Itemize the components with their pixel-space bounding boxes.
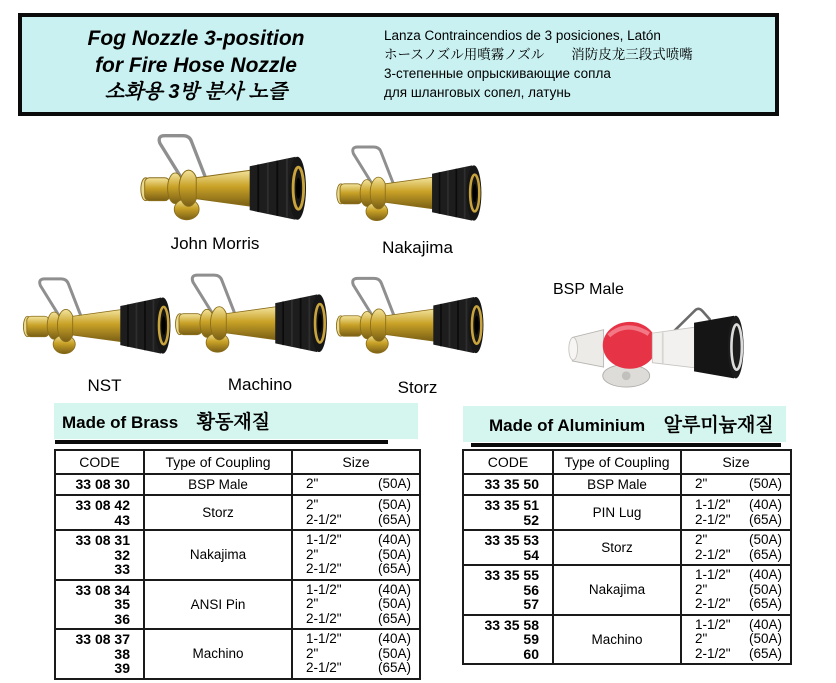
code-value: 52: [523, 511, 539, 528]
brass-heading-rule: [55, 440, 388, 444]
coupling-cell: Storz: [144, 495, 292, 530]
size-value: 2-1/2": [306, 511, 342, 527]
size-value: 2": [695, 532, 708, 547]
size-line: [682, 533, 790, 548]
code-value: 33 35 50: [484, 476, 539, 493]
size-dn: (50A): [748, 476, 782, 492]
code-value: 33: [114, 561, 130, 577]
title-ru-1: 3-степенные опрыскивающие сопла: [384, 66, 611, 81]
size-line: [682, 498, 790, 513]
nakajima-nozzle-image: [328, 142, 506, 234]
code-cell: [55, 474, 144, 495]
brass-section-heading: [54, 403, 418, 444]
code-cell: [55, 495, 144, 530]
coupling-cell: Nakajima: [553, 565, 681, 615]
john-morris-label: John Morris: [170, 234, 260, 253]
brass-heading-en: Made of Brass: [62, 413, 179, 432]
size-value: 2": [695, 581, 708, 597]
table-row: [463, 565, 791, 615]
title-line-en-2: for Fire Hose Nozzle: [95, 54, 297, 77]
code-value: 35: [114, 596, 130, 612]
column-header: Size: [292, 450, 420, 474]
size-line: [293, 533, 419, 548]
code-value: 60: [523, 645, 539, 662]
size-dn: (40A): [748, 616, 782, 632]
title-ru-2: для шланговых сопел, латунь: [384, 85, 571, 100]
size-line: [293, 583, 419, 598]
aluminium-spec-table: [462, 449, 792, 665]
table-row: [463, 474, 791, 495]
size-dn: (40A): [377, 581, 411, 597]
size-line: [682, 513, 790, 528]
size-dn: (65A): [377, 511, 411, 527]
size-dn: (50A): [377, 476, 411, 492]
table-body: [463, 474, 791, 664]
table-body: [55, 474, 420, 679]
size-line: [682, 583, 790, 598]
size-line: [293, 661, 419, 676]
size-line: [293, 513, 419, 528]
title-es: Lanza Contraincendios de 3 posiciones, Latón: [384, 28, 661, 43]
code-cell: [55, 629, 144, 679]
size-dn: (65A): [377, 561, 411, 576]
size-cell: [292, 495, 420, 530]
code-value: 54: [523, 546, 539, 563]
size-value: 2": [306, 476, 319, 492]
size-value: 1-1/2": [306, 581, 342, 597]
size-line: [682, 632, 790, 647]
table-row: [55, 474, 420, 495]
size-value: 2-1/2": [306, 610, 342, 626]
nakajima-label: Nakajima: [382, 238, 453, 257]
size-cell: [292, 580, 420, 630]
code-cell: [55, 580, 144, 630]
size-dn: (40A): [748, 567, 782, 582]
code-value: 38: [114, 645, 130, 662]
nst-label: NST: [87, 376, 122, 395]
size-line: [293, 597, 419, 612]
code-value: 56: [523, 581, 539, 598]
size-dn: (65A): [377, 660, 411, 675]
coupling-cell: Storz: [553, 530, 681, 565]
size-dn: (50A): [748, 532, 782, 547]
title-line-ko: 소화용 3방 분사 노즐: [104, 81, 288, 103]
size-value: 2-1/2": [695, 511, 731, 527]
size-cell: [681, 565, 791, 615]
column-header: CODE: [463, 450, 553, 474]
size-dn: (65A): [748, 511, 782, 527]
size-value: 2": [306, 546, 319, 562]
header-box: [18, 13, 779, 116]
code-cell: [55, 530, 144, 580]
size-cell: [292, 530, 420, 580]
table-row: [55, 530, 420, 580]
aluminium-heading-rule: [471, 443, 781, 447]
coupling-cell: Machino: [144, 629, 292, 679]
code-value: 59: [523, 631, 539, 647]
code-value: 33 35 58: [484, 616, 539, 633]
size-line: [682, 618, 790, 633]
size-dn: (50A): [377, 497, 411, 512]
table-head: [463, 450, 791, 474]
spec-table: [462, 449, 792, 665]
code-value: 39: [114, 660, 130, 676]
title-translations: [370, 17, 775, 112]
column-header: Type of Coupling: [553, 450, 681, 474]
size-value: 2": [695, 631, 708, 646]
storz-label: Storz: [397, 378, 438, 397]
column-header: CODE: [55, 450, 144, 474]
header-row: [55, 450, 420, 474]
column-header: Size: [681, 450, 791, 474]
code-value: 33 35 55: [484, 567, 539, 583]
table-row: [463, 530, 791, 565]
code-value: 57: [523, 596, 539, 612]
size-value: 2-1/2": [306, 660, 342, 675]
coupling-cell: Nakajima: [144, 530, 292, 580]
code-value: 33 08 30: [75, 476, 130, 493]
size-value: 2-1/2": [306, 561, 342, 576]
machino-label: Machino: [227, 375, 293, 394]
aluminium-heading-en: Made of Aluminium: [489, 416, 646, 435]
size-dn: (50A): [377, 546, 411, 562]
size-dn: (40A): [377, 631, 411, 646]
size-cell: [681, 474, 791, 495]
column-header: Type of Coupling: [144, 450, 292, 474]
nst-nozzle-image: [20, 268, 190, 373]
coupling-cell: Machino: [553, 615, 681, 665]
aluminium-heading-ko: 알루미늄재질: [663, 415, 774, 436]
size-line: [682, 647, 790, 662]
table-row: [463, 615, 791, 665]
aluminium-section-heading: [463, 406, 786, 447]
size-line: [293, 477, 419, 492]
table-head: [55, 450, 420, 474]
table-row: [55, 580, 420, 630]
size-value: 2-1/2": [695, 645, 731, 661]
code-value: 33 35 51: [484, 497, 539, 513]
size-line: [293, 562, 419, 577]
size-value: 1-1/2": [306, 631, 342, 646]
size-dn: (65A): [748, 546, 782, 562]
code-value: 33 35 53: [484, 532, 539, 548]
bsp-male-label: BSP Male: [553, 281, 624, 298]
size-dn: (65A): [748, 645, 782, 661]
spec-table: [54, 449, 421, 680]
title-ja-zh: ホースノズル用噴霧ノズル 消防皮龙三段式喷嘴: [384, 47, 693, 62]
brass-heading-ko: 황동재질: [196, 412, 271, 433]
size-line: [682, 568, 790, 583]
size-value: 1-1/2": [695, 497, 731, 512]
size-value: 2-1/2": [695, 546, 731, 562]
code-cell: [463, 565, 553, 615]
size-cell: [681, 615, 791, 665]
bsp-male-nozzle-image: [552, 294, 770, 394]
code-cell: [463, 615, 553, 665]
header-row: [463, 450, 791, 474]
table-row: [55, 495, 420, 530]
coupling-cell: BSP Male: [553, 474, 681, 495]
coupling-cell: BSP Male: [144, 474, 292, 495]
size-line: [293, 647, 419, 662]
table-row: [463, 495, 791, 530]
storz-nozzle-image: [333, 267, 503, 373]
size-value: 1-1/2": [695, 567, 731, 582]
size-value: 2": [306, 497, 319, 512]
size-dn: (50A): [748, 631, 782, 646]
code-value: 33 08 42: [75, 497, 130, 513]
brass-spec-table: [54, 449, 421, 680]
size-value: 1-1/2": [695, 616, 731, 632]
machino-nozzle-image: [172, 264, 347, 372]
code-value: 33 08 31: [75, 532, 130, 548]
size-cell: [292, 629, 420, 679]
size-dn: (50A): [377, 596, 411, 611]
size-line: [293, 498, 419, 513]
product-title: [22, 17, 370, 112]
code-value: 33 08 37: [75, 631, 130, 647]
size-cell: [681, 495, 791, 530]
size-line: [682, 477, 790, 492]
code-value: 33 08 34: [75, 581, 130, 598]
coupling-cell: PIN Lug: [553, 495, 681, 530]
size-dn: (65A): [748, 596, 782, 611]
size-value: 2": [695, 476, 708, 492]
table-row: [55, 629, 420, 679]
code-value: 43: [114, 511, 130, 528]
code-value: 32: [114, 546, 130, 563]
size-cell: [681, 530, 791, 565]
size-line: [682, 548, 790, 563]
code-cell: [463, 495, 553, 530]
size-line: [293, 612, 419, 627]
code-value: 36: [114, 610, 130, 627]
title-line-en-1: Fog Nozzle 3-position: [87, 27, 305, 50]
code-cell: [463, 474, 553, 495]
size-cell: [292, 474, 420, 495]
size-line: [293, 632, 419, 647]
size-dn: (40A): [748, 497, 782, 512]
size-line: [293, 548, 419, 563]
size-value: 2-1/2": [695, 596, 731, 611]
size-value: 2": [306, 645, 319, 661]
size-dn: (50A): [377, 645, 411, 661]
size-value: 2": [306, 596, 319, 611]
code-cell: [463, 530, 553, 565]
size-value: 1-1/2": [306, 532, 342, 547]
size-dn: (65A): [377, 610, 411, 626]
size-dn: (50A): [748, 581, 782, 597]
size-line: [682, 597, 790, 612]
john-morris-nozzle-image: [130, 130, 335, 235]
size-dn: (40A): [377, 532, 411, 547]
coupling-cell: ANSI Pin: [144, 580, 292, 630]
